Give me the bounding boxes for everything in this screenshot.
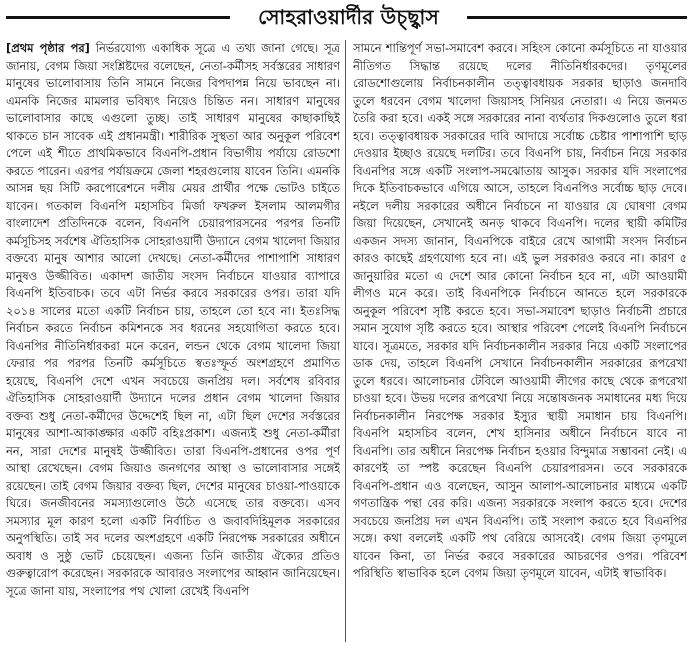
article-column-left <box>6 40 340 644</box>
headline-bar <box>0 0 693 36</box>
headline-rule-left <box>6 16 230 19</box>
article-column-right <box>353 40 687 644</box>
column-right-paragraph: সামনে শান্তিপূর্ণ সভা-সমাবেশ করবে। সহিংস কোনো কর্মসূচিতে না যাওয়ার নীতিগত সিদ্ধান্ত রয়েছে দলের নীতিনির্ধারকদের। তৃণমূলের রোডশোগুলোয় নির্বাচনকালীন তত্ত্বাবধায়ক সরকার ছাড়াও জনদাবি তুলে ধরবেন বেগম খালেদা জিয়াসহ সিনিয়র নেতারা। এ নিয়ে জনমত তৈরি করা হবে। একই সঙ্গে সরকারের নানা ব্যর্থতার দিকগুলোও তুলে ধরা হবে। তত্ত্বাবধায়ক সরকারের দাবি আদায়ে সর্বোচ্চ চেষ্টার পাশাপাশি ছাড় দেওয়ার ইচ্ছাও রয়েছে দলটির। তবে বিএনপি চায়, নির্বাচন নিয়ে সরকার বিএনপির সঙ্গে একটি সংলাপ-সমঝোতায় আসুক। সরকার যদি সংলাপের দিকে ইতিবাচকভাবে এগিয়ে আসে, তাহলে বিএনপিও সর্বোচ্চ ছাড় দেবে। নইলে দলীয় সরকারের অধীনে নির্বাচনে না যাওয়ার যে ঘোষণা বেগম জিয়া দিয়েছেন, সেখানেই অনড় থাকবে বিএনপি। দলের স্থায়ী কমিটির একজন সদস্য জানান, বিএনপিকে বাইরে রেখে আগামী সংসদ নির্বাচন কারও কাছেই গ্রহণযোগ্য হবে না। এই ভুল সরকারও করবে না। কারণ ৫ জানুয়ারির মতো এ দেশে আর কোনো নির্বাচন হবে না, এটা আওয়ামী লীগও মনে করে। তাই বিএনপিকে নির্বাচনে আনতে হলে সরকারকে অনুকূল পরিবেশ সৃষ্টি করতে হবে। সভা-সমাবেশ ছাড়াও নির্বাচনী প্রচারে সমান সুযোগ সৃষ্টি করতে হবে। আস্থার পরিবেশ পেলেই বিএনপি নির্বাচনে যাবে। সূত্রমতে, সরকার যদি নির্বাচনকালীন সরকার নিয়ে একটি সংলাপের ডাক দেয়, তাহলে বিএনপি সেখানে নির্বাচনকালীন সরকারের রূপরেখা তুলে ধরবে। আলোচনার টেবিলে আওয়ামী লীগের কাছে থেকে রূপরেখা চাওয়া হবে। উভয় দলের রূপরেখা নিয়ে সন্তোষজনক সমাধানের মধ্য দিয়ে নির্বাচনকালীন নিরপেক্ষ সরকার ইস্যুর স্থায়ী সমাধান চায় বিএনপি। বিএনপি মহাসচিব বলেন, শেখ হাসিনার অধীনে নির্বাচনে যাবে না বিএনপি। তার অধীনে নিরপেক্ষ নির্বাচন হওয়ার বিন্দুমাত্র সম্ভাবনা নেই। এ কারণেই তা স্পষ্ট করেছেন বিএনপি চেয়ারপারসন। তবে সরকারকে বিএনপি-প্রধান এও বলেছেন, আসুন আলাপ-আলোচনার মাধ্যমে একটি গণতান্ত্রিক পন্থা বের করি। এজন্য সরকারকে সংলাপ করতে হবে। দেশের সবচেয়ে জনপ্রিয় দল এখন বিএনপি। তাই সংলাপ করতে হবে বিএনপির সঙ্গে। কথা বললেই একটি পথ বেরিয়ে আসবেই। বেগম জিয়া তৃণমূলে যাবেন কিনা, তা নির্ভর করবে সরকারের আচরণের ওপর। পরিবেশ পরিস্থিতি স্বাভাবিক হলে বেগম জিয়া তৃণমূলে যাবেন, এটাই স্বাভাবিক। <box>353 41 687 580</box>
headline-rule-right <box>467 16 687 19</box>
column-left-paragraph <box>6 40 340 600</box>
headline: সোহরাওয়ার্দীর উচ্ছ্বাস <box>258 5 439 29</box>
continuation-marker: [প্রথম পৃষ্ঠার পর] <box>6 41 90 55</box>
column-divider <box>345 40 346 642</box>
column-left-text: নির্ভরযোগ্য একাধিক সূত্রে এ তথ্য জানা গেছে। সূত্র জানায়, বেগম জিয়া সংশ্লিষ্টদের বলেছেন, নেতা-কর্মীসহ সর্বস্তরের সাধারণ মানুষের ভালোবাসায় তিনি সামনে নিজের বিপদাপন্ন নিয়ে ভাবছেন না। এমনকি নিজের মামলার ভবিষ্যৎ নিয়েও চিন্তিত নন। সাধারণ মানুষের ভালোবাসার কাছে এগুলো তুচ্ছ। তাই সাধারণ মানুষের কাছাকাছিই থাকতে চান সাবেক এই প্রধানমন্ত্রী। শারীরিক সুস্থতা আর অনুকূল পরিবেশ পেলে এই শীতে প্রাথমিকভাবে বিএনপি-প্রধান বিভাগীয় পর্যায়ে রোডশো করতে পারেন। এরপর পর্যায়ক্রমে জেলা শহরগুলোয় যাবেন তিনি। এমনকি আসন্ন ছয় সিটি করপোরেশনে দলীয় মেয়র প্রার্থীর পক্ষে ভোটও চাইতে যাবেন। গতকাল বিএনপি মহাসচিব মির্জা ফখরুল ইসলাম আলমগীর বাংলাদেশ প্রতিদিনকে বলেন, বিএনপি চেয়ারপারসনের পরপর তিনটি কর্মসূচিসহ সর্বশেষ ঐতিহাসিক সোহরাওয়ার্দী উদ্যানে বেগম খালেদা জিয়ার বক্তব্যে মানুষ আশার আলো দেখছে। নেতা-কর্মীদের পাশাপাশি সাধারণ মানুষও উজ্জীবিত। একাদশ জাতীয় সংসদ নির্বাচনে যাওয়ার ব্যাপারে বিএনপি ইতিবাচক। তবে এটা নির্ভর করবে সরকারের ওপর। তারা যদি ২০১৪ সালের মতো একটি নির্বাচন চায়, তাহলে তো হবে না। ইতঃসিদ্ধ নির্বাচন করতে নির্বাচন কমিশনকে সব ধরনের সহযোগিতা করতে হবে। বিএনপির নীতিনির্ধারকরা মনে করেন, লন্ডন থেকে বেগম খালেদা জিয়া ফেরার পর পরপর তিনটি কর্মসূচিতে স্বতঃস্ফূর্ত অংশগ্রহণে প্রমাণিত হয়েছে, বিএনপি দেশে এখন সবচেয়ে জনপ্রিয় দল। সর্বশেষ রবিবার ঐতিহাসিক সোহরাওয়ার্দী উদ্যানে দলের প্রধান বেগম খালেদা জিয়ার বক্তব্য শুধু নেতা-কর্মীদের উদ্দেশেই ছিল না, এটা ছিল দেশের সর্বস্তরের মানুষের আশা-আকাঙ্ক্ষার একটি বহিঃপ্রকাশ। এজন্যই শুধু নেতা-কর্মীরা নন, সারা দেশের মানুষই উজ্জীবিত। তারা বিএনপি-প্রধানের ওপর পূর্ণ আস্থা রেখেছেন। বেগম জিয়াও জনগণের আস্থা ও ভালোবাসার সঙ্গেই রয়েছেন। তাই বেগম জিয়ার বক্তব্য ছিল, দেশের মানুষের চাওয়া-পাওয়াকে ঘিরে। জনজীবনের সমস্যাগুলোও উঠে এসেছে তার বক্তব্যে। এসব সমস্যার মূল কারণ হলো একটি নির্বাচিত ও জবাবদিহিমূলক সরকারের অনুপস্থিতি। তাই সব দলের অংশগ্রহণে একটি নিরপেক্ষ সরকারের অধীনে অবাধ ও সুষ্ঠু ভোট চেয়েছেন। এজন্য তিনি জাতীয় ঐক্যের প্রতিও গুরুত্বারোপ করেছেন। সরকারকে আবারও সংলাপের আহ্বান জানিয়েছেন। সূত্রে জানা যায়, সংলাপের পথ খোলা রেখেই বিএনপি <box>6 41 340 598</box>
